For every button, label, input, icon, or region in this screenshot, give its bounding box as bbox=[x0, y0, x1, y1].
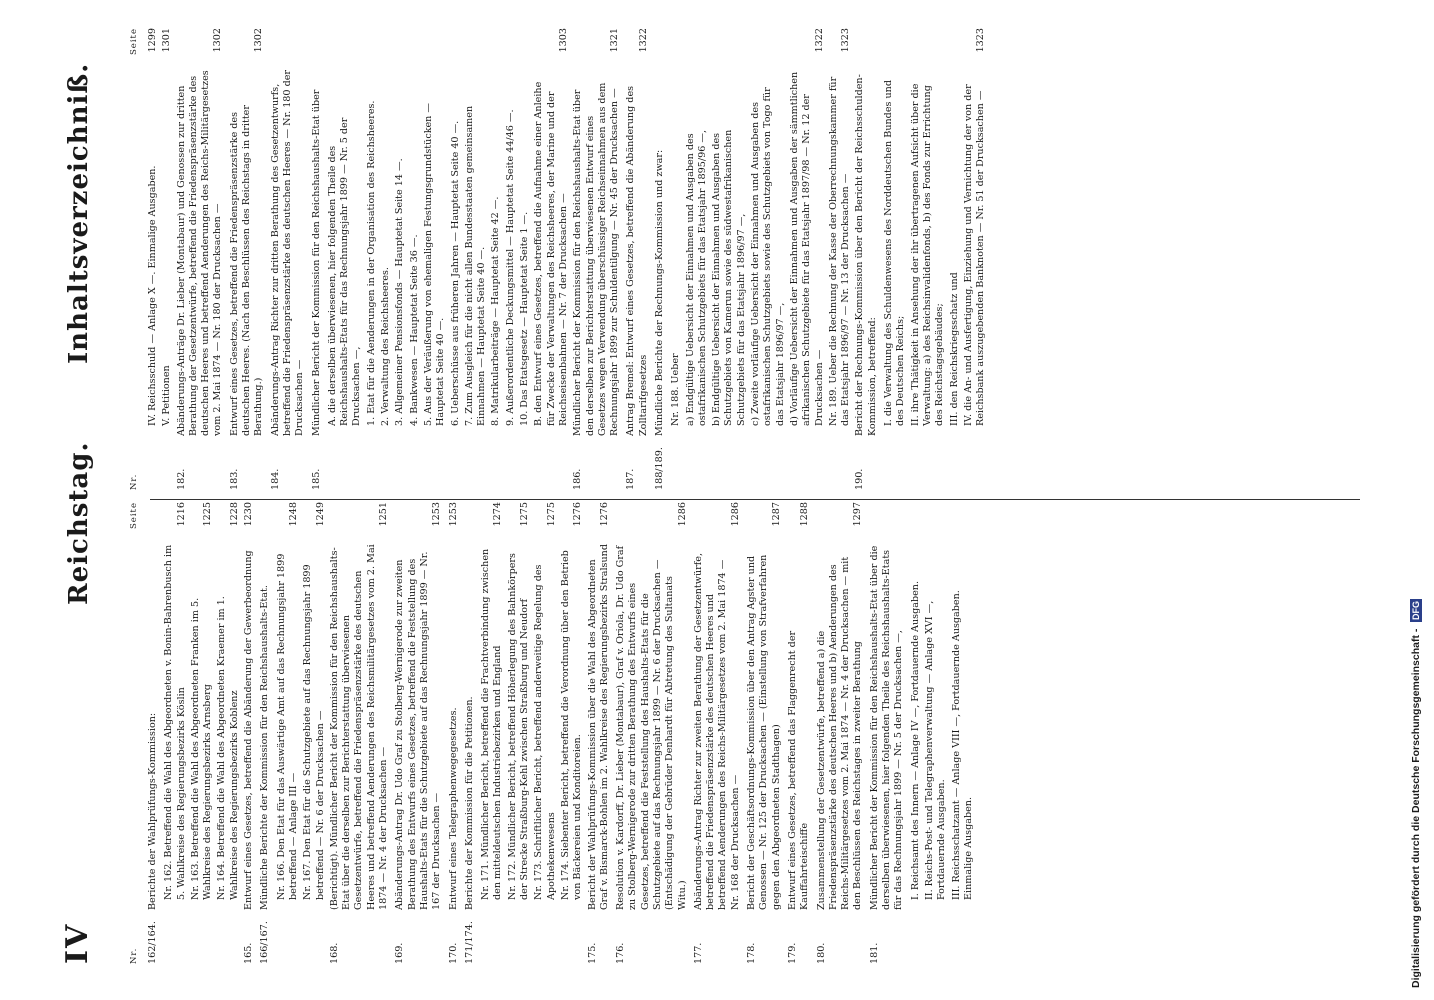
entry-text: Entwurf eines Gesetzes, betreffend das Flaggenrecht der Kauffahrteischiffe bbox=[786, 630, 811, 910]
toc-entry bbox=[394, 502, 443, 964]
toc-entry bbox=[147, 28, 159, 490]
toc-entry bbox=[883, 28, 908, 490]
toc-entry bbox=[746, 502, 783, 964]
entry-page: 1287 bbox=[770, 502, 782, 527]
toc-entry bbox=[854, 28, 879, 490]
toc-entry bbox=[787, 502, 812, 964]
toc-entry bbox=[229, 28, 266, 490]
toc-entry bbox=[505, 28, 517, 490]
entry-text: Abänderungs-Anträge Dr. Lieber (Montabaur) und Genossen zur dritten Berathung der Gesetzentwürfe, betreffend die Friedenspräsenzstärke des deutschen Heeres und betreffend Aenderungen des Reichs-Militärgesetzes vom 2. Mai 1874 — Nr. 180 der Drucksachen — bbox=[175, 70, 224, 436]
entry-number: 162/164. bbox=[147, 921, 158, 964]
entry-text: Abänderungs-Antrag Dr. Udo Graf zu Stolberg-Wernigerode zur zweiten Berathung des Entwurfs eines Gesetzes, betreffend die Feststellung des Haushalts-Etats für die Schutzgebiete auf das Rechnungsjahr 1899 — Nr. 167 der Drucksachen — bbox=[394, 551, 443, 910]
entry-number bbox=[951, 916, 976, 964]
toc-entry bbox=[910, 28, 947, 490]
toc-entry bbox=[625, 28, 650, 490]
entry-text: 8. Matrikularbeiträge — Hauptetat Seite 42 —. bbox=[490, 196, 502, 426]
entry-text: Nr. 189. Ueber die Rechnung der Kasse der Oberrechnungskammer für das Etatsjahr 1896/97 — Nr. 13 der Drucksachen — bbox=[827, 76, 852, 426]
toc-entry bbox=[259, 502, 271, 964]
toc-entry bbox=[161, 28, 173, 490]
entry-page: 1251 bbox=[378, 502, 390, 527]
entry-text: Zusammenstellung der Gesetzentwürfe, betreffend a) die Friedenspräsenzstärke des deutschen Heeres und b) Aenderungen des Reichs-Militärgesetzes vom 2. Mai 1874 — Nr. 4 der Drucksachen — mit den Beschlüssen des Reichstages in zweiter Berathung bbox=[815, 556, 864, 910]
entry-number: 166/167. bbox=[259, 921, 271, 964]
entry-number: 185. bbox=[310, 468, 322, 490]
entry-text: Nr. 162. Betreffend die Wahl des Abgeordneten v. Bonin-Bahrenbusch im 5. Wahlkreise des Regierungsbezirks Köslin bbox=[163, 544, 187, 900]
entry-text: 6. Ueberschüsse aus früheren Jahren — Hauptetat Seite 40 —. bbox=[449, 120, 461, 426]
right-entry-list bbox=[147, 28, 987, 490]
toc-entry bbox=[163, 502, 188, 964]
entry-number bbox=[302, 916, 327, 964]
toc-entry bbox=[311, 28, 323, 490]
entry-text: IV. die An- und Ausfertigung, Einziehung und Vernichtung der von der Reichsbank auszugebenden Banknoten — Nr. 51 der Drucksachen — bbox=[962, 84, 987, 426]
toc-entry bbox=[924, 502, 949, 964]
toc-entry bbox=[366, 28, 378, 490]
entry-number bbox=[750, 442, 787, 490]
entry-page: 1275 bbox=[519, 502, 531, 527]
toc-entry bbox=[302, 502, 327, 964]
credit-text: Digitalisierung gefördert durch die Deutsche Forschungsgemeinschaft - bbox=[1410, 628, 1422, 988]
page-column-label: Seite bbox=[129, 28, 139, 56]
entry-text: III. den Reichskriegsschatz und bbox=[948, 272, 960, 426]
entry-number: 182. bbox=[175, 468, 187, 490]
entry-text: I. Reichsamt des Innern — Anlage IV —, Fortdauernde Ausgaben. bbox=[909, 581, 921, 900]
toc-entry bbox=[910, 502, 922, 964]
entry-number: 165. bbox=[243, 942, 255, 964]
number-column-label: Nr. bbox=[129, 947, 139, 964]
entry-page: 1303 bbox=[557, 28, 569, 53]
entry-number bbox=[464, 442, 489, 490]
entry-number: 168. bbox=[328, 942, 340, 964]
entry-number bbox=[423, 442, 448, 490]
entry-text: Berichte der Kommission für die Petitionen. bbox=[463, 696, 475, 910]
toc-entry bbox=[216, 502, 241, 964]
entry-number bbox=[366, 442, 378, 490]
left-column-header bbox=[125, 502, 147, 964]
entry-number: 181. bbox=[868, 942, 880, 964]
entry-text: 9. Außerordentliche Deckungsmittel — Hauptetat Seite 44/46 —. bbox=[504, 109, 516, 426]
entry-number bbox=[507, 916, 532, 964]
toc-entry bbox=[654, 28, 666, 490]
entry-page: 1299 bbox=[147, 28, 158, 53]
entry-text: Entwurf eines Telegraphenwegegesetzes. bbox=[447, 707, 459, 910]
entry-text: I. die Verwaltung des Schuldenwesens des Norddeutschen Bundes und des Deutschen Reichs; bbox=[883, 80, 907, 426]
toc-entry bbox=[951, 502, 976, 964]
entry-number bbox=[519, 442, 531, 490]
entry-number bbox=[533, 916, 558, 964]
page-column-label: Seite bbox=[129, 502, 139, 530]
toc-entry bbox=[693, 502, 742, 964]
toc-entry bbox=[816, 502, 865, 964]
entry-text: Mündlicher Bericht der Kommission für den Reichshaushalts-Etat über bbox=[310, 89, 322, 436]
entry-number bbox=[161, 442, 173, 490]
toc-entry bbox=[490, 28, 502, 490]
entry-text: Mündliche Berichte der Kommission für den Reichshaushalts-Etat. bbox=[259, 585, 271, 910]
entry-number bbox=[910, 916, 922, 964]
column-divider bbox=[150, 499, 1360, 500]
entry-page: 1286 bbox=[729, 502, 741, 527]
toc-entry bbox=[963, 28, 988, 490]
entry-page: 1288 bbox=[799, 502, 811, 527]
entry-number bbox=[216, 916, 241, 964]
page-header bbox=[52, 0, 122, 1000]
toc-entry bbox=[327, 28, 364, 490]
toc-entry bbox=[560, 502, 585, 964]
entry-text: b) Endgültige Uebersicht der Einnahmen und Ausgaben des Schutzgebiets von Kamerun sowie des südwestafrikanischen Schutzgebiets für das Etatsjahr 1896/97 —, bbox=[711, 129, 747, 426]
entry-number bbox=[685, 442, 710, 490]
entry-number bbox=[327, 442, 364, 490]
entry-page: 1322 bbox=[637, 28, 649, 53]
entry-page: 1302 bbox=[253, 28, 265, 53]
entry-text: IV. Reichsschuld — Anlage X —. Einmalige Ausgaben. bbox=[147, 165, 158, 426]
entry-text: Bericht der Rechnungs-Kommission über den Bericht der Reichsschulden-Kommission, betreffend: bbox=[854, 74, 878, 436]
entry-text: 2. Verwaltung des Reichsheeres. bbox=[380, 267, 392, 426]
toc-entry bbox=[380, 28, 392, 490]
toc-entry bbox=[711, 28, 748, 490]
entry-page: 1275 bbox=[545, 502, 557, 527]
left-column bbox=[125, 502, 1355, 964]
entry-text: V. Petitionen bbox=[161, 365, 173, 426]
entry-number: 188/189. bbox=[653, 447, 665, 490]
entry-text: II. Reichs-Post- und Telegraphenverwaltung — Anlage XVI —, Fortdauernde Ausgaben. bbox=[923, 600, 948, 900]
entry-text: Nr. 173. Schriftlicher Bericht, betreffend anderweitige Regelung des Apothekenwesens bbox=[533, 564, 557, 900]
toc-entry bbox=[533, 502, 558, 964]
entry-number bbox=[924, 916, 949, 964]
entry-number bbox=[711, 442, 748, 490]
entry-number: 186. bbox=[572, 468, 584, 490]
entry-number bbox=[147, 442, 159, 490]
entry-page: 1297 bbox=[852, 502, 864, 527]
entry-page: 1228 bbox=[228, 502, 240, 527]
entry-number: 190. bbox=[854, 468, 866, 490]
entry-number bbox=[190, 916, 215, 964]
entry-text: Nr. 188. Ueber bbox=[670, 353, 682, 426]
toc-entry bbox=[329, 502, 390, 964]
toc-entry bbox=[448, 502, 460, 964]
entry-page: 1276 bbox=[598, 502, 610, 527]
entry-number bbox=[910, 442, 947, 490]
entry-number bbox=[883, 442, 908, 490]
entry-text: Mündlicher Bericht der Kommission für den Reichshaushalts-Etat über die derselben überwiesenen, hier folgenden Theile des Reichshaushalts-Etats für das Rechnungsjahr 1899 — Nr. 5 der Drucksachen —, bbox=[868, 545, 905, 910]
toc-entry bbox=[869, 502, 906, 964]
toc-entry bbox=[409, 28, 421, 490]
toc-entry bbox=[519, 28, 531, 490]
entry-page: 1253 bbox=[431, 502, 443, 527]
entry-number bbox=[276, 916, 301, 964]
toc-entry bbox=[949, 28, 961, 490]
entry-page: 1302 bbox=[212, 28, 224, 53]
entry-number bbox=[163, 916, 188, 964]
entry-page: 1225 bbox=[202, 502, 214, 527]
entry-text: Mündliche Berichte der Rechnungs-Kommission und zwar: bbox=[653, 149, 665, 436]
toc-entry bbox=[270, 28, 307, 490]
toc-entry bbox=[276, 502, 301, 964]
toc-entry bbox=[750, 28, 787, 490]
toc-entry bbox=[507, 502, 532, 964]
entry-text: Nr. 167. Den Etat für die Schutzgebiete auf das Rechnungsjahr 1899 betreffend — Nr. 6 der Drucksachen — bbox=[302, 564, 326, 900]
toc-entry bbox=[533, 28, 570, 490]
entry-page: 1322 bbox=[813, 28, 825, 53]
entry-text: Entwurf eines Gesetzes, betreffend die Abänderung der Gewerbeordnung bbox=[243, 550, 255, 910]
entry-page: 1286 bbox=[676, 502, 688, 527]
entry-number bbox=[480, 916, 505, 964]
toc-entry bbox=[828, 28, 853, 490]
entry-page: 1248 bbox=[287, 502, 299, 527]
toc-entry bbox=[670, 28, 682, 490]
entry-number bbox=[380, 442, 392, 490]
right-column-header bbox=[125, 28, 147, 490]
dfg-logo: DFG bbox=[1411, 600, 1421, 620]
entry-page: 1249 bbox=[314, 502, 326, 527]
entry-text: 10. Das Etatsgesetz — Hauptetat Seite 1 —. bbox=[519, 211, 531, 426]
entry-number bbox=[450, 442, 462, 490]
page-number: IV bbox=[60, 922, 95, 964]
entry-text: 5. Aus der Veräußerung von ehemaligen Festungsgrundstücken — Hauptetat Seite 40 —. bbox=[422, 102, 447, 426]
toc-entry bbox=[464, 502, 476, 964]
toc-entry bbox=[615, 502, 689, 964]
entry-number: 187. bbox=[625, 468, 637, 490]
entry-number bbox=[394, 442, 406, 490]
toc-entry bbox=[176, 28, 225, 490]
left-entry-list bbox=[147, 502, 975, 964]
toc-entry bbox=[243, 502, 255, 964]
entry-number: 176. bbox=[615, 942, 627, 964]
header-title-left: Reichstag. bbox=[64, 441, 94, 605]
entry-number bbox=[670, 442, 682, 490]
entry-text: 7. Zum Ausgleich für die nicht allen Bundesstaaten gemeinsamen Einnahmen — Hauptetat Seite 40 —. bbox=[463, 105, 488, 426]
entry-text: Nr. 172. Mündlicher Bericht, betreffend Höherlegung des Bahnkörpers der Strecke Straßburg-Kehl zwischen Straßburg und Neudorf bbox=[506, 553, 531, 900]
entry-number bbox=[560, 916, 585, 964]
entry-number: 180. bbox=[815, 942, 827, 964]
entry-number bbox=[963, 442, 988, 490]
entry-number: 178. bbox=[746, 942, 758, 964]
entry-text: (Berichtigt). Mündlicher Bericht der Kommission für den Reichshaushalts-Etat über die derselben zur Berichterstattung überwiesenen Gesetzentwürfe, betreffend die Friedenspräsenzstärke des deutschen Heeres und betreffend Aenderungen des Reichsmilitärgesetzes vom 2. Mai 1874 — Nr. 4 der Drucksachen — bbox=[328, 544, 390, 910]
toc-entry bbox=[147, 502, 159, 964]
entry-text: Bericht der Geschäftsordnungs-Kommission über den Antrag Agster und Genossen — Nr. 125 der Drucksachen — (Einstellung von Strafverfahren gegen den Abgeordneten Stadthagen) bbox=[746, 554, 782, 910]
entry-page: 1323 bbox=[975, 28, 987, 53]
header-title-right: Inhaltsverzeichniß. bbox=[64, 62, 94, 364]
entry-text: Nr. 171. Mündlicher Bericht, betreffend die Frachtverbindung zwischen den mitteldeutschen Industriebezirken und England bbox=[480, 548, 504, 900]
entry-text: Abänderungs-Antrag Richter zur zweiten Berathung der Gesetzentwürfe, betreffend die Friedenspräsenzstärke des deutschen Heeres und betreffend Aenderungen des Reichs-Militärgesetzes vom 2. Mai 1874 — Nr. 168 der Drucksachen — bbox=[692, 552, 741, 910]
entry-text: 4. Bankwesen — Hauptetat Seite 36 —. bbox=[408, 234, 420, 426]
entry-page: 1274 bbox=[492, 502, 504, 527]
entry-page: 1323 bbox=[840, 28, 852, 53]
toc-entry bbox=[572, 28, 621, 490]
entry-number bbox=[505, 442, 517, 490]
entry-number bbox=[409, 442, 421, 490]
entry-text: Bericht der Wahlprüfungs-Kommission über die Wahl des Abgeordneten Graf v. Bismarck-Bohlen im 2. Wahlkreise des Regierungsbezirks Stralsund bbox=[586, 544, 610, 910]
entry-number: 170. bbox=[447, 942, 459, 964]
entry-text: Berichte der Wahlprüfungs-Kommission: bbox=[147, 712, 158, 910]
toc-entry bbox=[190, 502, 215, 964]
entry-text: Entwurf eines Gesetzes, betreffend die Friedenspräsenzstärke des deutschen Heeres. (Nach den Beschlüssen des Reichstags in dritter Berathung.) bbox=[228, 105, 265, 436]
entry-page: 1276 bbox=[572, 502, 584, 527]
entry-page: 1321 bbox=[609, 28, 621, 53]
entry-number: 175. bbox=[586, 942, 598, 964]
toc-entry bbox=[685, 28, 710, 490]
entry-text: 3. Allgemeiner Pensionsfonds — Hauptetat Seite 14 —. bbox=[394, 158, 406, 426]
entry-number: 183. bbox=[228, 468, 240, 490]
entry-text: III. Reichsschatzamt — Anlage VIII —, Fortdauernde Ausgaben. Einmalige Ausgaben. bbox=[950, 590, 974, 900]
toc-entry bbox=[450, 28, 462, 490]
number-column-label: Nr. bbox=[129, 473, 139, 490]
entry-number bbox=[828, 442, 853, 490]
entry-text: Resolution v. Kardorff, Dr. Lieber (Montabaur), Graf v. Oriola, Dr. Udo Graf zu Stolberg-Wernigerode zur dritten Berathung des Entwurfs eines Gesetzes, betreffend die Feststellung des Haushalts-Etats für die Schutzgebiete auf das Rechnungsjahr 1899 — Nr. 6 der Drucksachen — (Entschädigung der Gebrüder Denhardt für Abtretung des Sultanats Witu.) bbox=[615, 545, 688, 910]
entry-number bbox=[949, 442, 961, 490]
entry-number bbox=[533, 442, 570, 490]
entry-text: Nr. 164. Betreffend die Wahl des Abgeordneten Kraemer im 1. Wahlkreise des Regierungsbezirks Koblenz bbox=[216, 596, 240, 900]
entry-text: A. die derselben überwiesenen, hier folgenden Theile des Reichshaushalts-Etats für das Rechnungsjahr 1899 — Nr. 5 der Drucksachen —, bbox=[326, 117, 363, 426]
entry-number: 179. bbox=[786, 942, 798, 964]
toc-entry bbox=[587, 502, 612, 964]
right-column bbox=[125, 28, 1355, 490]
entry-text: 1. Etat für die Aenderungen in der Organisation des Reichsheeres. bbox=[365, 100, 377, 426]
entry-number: 177. bbox=[692, 942, 704, 964]
entry-text: c) Zweite vorläufige Uebersicht der Einnahmen und Ausgaben des ostafrikanischen Schutzgebiets sowie des Schutzgebiets von Togo für das Etatsjahr 1896/97 —, bbox=[750, 87, 786, 426]
entry-text: Mündlicher Bericht der Kommission für den Reichshaushalts-Etat über den derselben zur Berichterstattung überwiesenen Entwurf eines Gesetzes wegen Verwendung überschüssiger Reichseinnahmen aus dem Rechnungsjahr 1899 zur Schuldentilgung — Nr. 45 der Drucksachen — bbox=[572, 82, 621, 436]
entry-number: 171/174. bbox=[463, 921, 475, 964]
entry-text: II. ihre Thätigkeit in Ansehung der ihr übertragenen Aufsicht über die Verwaltung: a) des Reichsinvalidenfonds, b) des Fonds zur Errichtung des Reichstagsgebäudes; bbox=[909, 83, 946, 426]
entry-page: 1253 bbox=[447, 502, 459, 527]
entry-text: d) Vorläufige Uebersicht der Einnahmen und Ausgaben der sämmtlichen afrikanischen Schutzgebiete für das Etatsjahr 1897/98 — Nr. 12 der Drucksachen — bbox=[788, 71, 825, 426]
entry-number: 169. bbox=[394, 942, 406, 964]
entry-text: a) Endgültige Uebersicht der Einnahmen und Ausgaben des ostafrikanischen Schutzgebiets für das Etatsjahr 1895/96 —, bbox=[684, 129, 708, 426]
toc-entry bbox=[789, 28, 826, 490]
toc-entry bbox=[423, 28, 448, 490]
entry-number bbox=[490, 442, 502, 490]
entry-number bbox=[789, 442, 826, 490]
entry-text: Antrag Bremel: Entwurf eines Gesetzes, betreffend die Abänderung des Zolltarifgesetzes bbox=[625, 85, 649, 436]
toc-entry bbox=[480, 502, 505, 964]
entry-text: Nr. 174. Siebenter Bericht, betreffend die Verordnung über den Betrieb von Bäckereien und Konditoreien. bbox=[559, 550, 584, 900]
digitization-credit bbox=[1410, 12, 1432, 988]
entry-page: 1216 bbox=[175, 502, 187, 527]
entry-text: Abänderungs-Antrag Richter zur dritten Berathung des Gesetzentwurfs, betreffend die Friedenspräsenzstärke des deutschen Heeres — Nr. 180 der Drucksachen — bbox=[269, 70, 306, 436]
entry-text: Nr. 166. Den Etat für das Auswärtige Amt auf das Rechnungsjahr 1899 betreffend — Anlage III — bbox=[275, 553, 299, 900]
entry-page: 1301 bbox=[161, 28, 173, 53]
entry-text: B. den Entwurf eines Gesetzes, betreffend die Aufnahme einer Anleihe für Zwecke der Verwaltungen des Reichsheeres, der Marine und der Reichseisenbahnen — Nr. 7 der Drucksachen — bbox=[533, 81, 569, 426]
toc-entry bbox=[394, 28, 406, 490]
entry-page: 1230 bbox=[243, 502, 255, 527]
toc-entry bbox=[464, 28, 489, 490]
entry-text: Nr. 163. Betreffend die Wahl des Abgeordneten Franken im 5. Wahlkreise des Regierungsbezirks Arnsberg bbox=[189, 597, 214, 900]
entry-number: 184. bbox=[269, 468, 281, 490]
